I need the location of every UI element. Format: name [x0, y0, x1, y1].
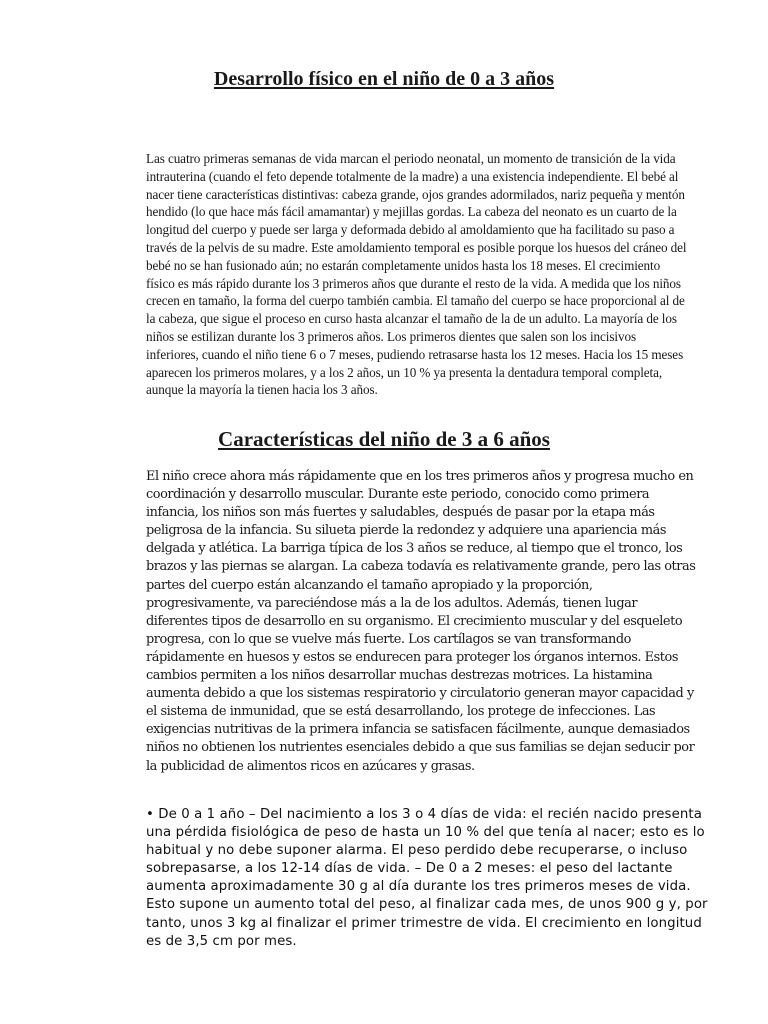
- paragraph-early-childhood: El niño crece ahora más rápidamente que en los tres primeros años y progresa mucho en coordinación y desarrollo muscular. Durante este periodo, conocido como primera infancia, los niños son más fuertes y saludables, después de pasar por la etapa más peligrosa de la infancia. Su silueta pierde la redondez y adquiere una apariencia más delgada y atlética. La barriga típica de los 3 años se reduce, al tiempo que el tronco, los brazos y las piernas se alargan. La cabeza todavía es relativamente grande, pero las otras partes del cuerpo están alcanzando el tamaño apropiado y la proporción, progresivamente, va pareciéndose más a la de los adultos. Además, tienen lugar diferentes tipos de desarrollo en su organismo. El crecimiento muscular y del esqueleto progresa, con lo que se vuelve más fuerte. Los cartílagos se van transformando rápidamente en huesos y estos se endurecen para proteger los órganos internos. Estos cambios permiten a los niños desarrollar muchas destrezas motrices. La histamina aumenta debido a que los sistemas respiratorio y circulatorio generan mayor capacidad y el sistema de inmunidad, que se está desarrollando, los protege de infecciones. Las exigencias nutritivas de la primera infancia se satisfacen fácilmente, aunque demasiados niños no obtienen los nutrientes esenciales debido a que sus familias se dejan seducir por la publicidad de alimentos ricos en azúcares y grasas.: [146, 469, 696, 774]
- paragraph-neonatal-development: Las cuatro primeras semanas de vida marcan el periodo neonatal, un momento de transición de la vida intrauterina (cuando el feto depende totalmente de la madre) a una existencia independiente. El bebé al nacer tiene características distintivas: cabeza grande, ojos grandes adormilados, nariz pequeña y mentón hendido (lo que hace más fácil amamantar) y mejillas gordas. La cabeza del neonato es un cuarto de la longitud del cuerpo y puede ser larga y deformada debido al amoldamiento que ha facilitado su paso a través de la pelvis de su madre. Este amoldamiento temporal es posible porque los huesos del cráneo del bebé no se han fusionado aún; no estarán completamente unidos hasta los 18 meses. El crecimiento físico es más rápido durante los 3 primeros años que durante el resto de la vida. A medida que los niños crecen en tamaño, la forma del cuerpo también cambia. El tamaño del cuerpo se hace proporcional al de la cabeza, que sigue el proceso en curso hasta alcanzar el tamaño de la de un adulto. La mayoría de los niños se estilizan durante los 3 primeros años. Los primeros dientes que salen son los incisivos inferiores, cuando el niño tiene 6 o 7 meses, pudiendo retrasarse hasta los 12 meses. Hacia los 15 meses aparecen los primeros molares, y a los 2 años, un 10 % ya presenta la dentadura temporal completa, aunque la mayoría la tienen hacia los 3 años.: [146, 151, 687, 398]
- paragraph-weight-growth-bullet: • De 0 a 1 año – Del nacimiento a los 3 o 4 días de vida: el recién nacido presenta una pérdida fisiológica de peso de hasta un 10 % del que tenía al nacer; esto es lo habitual y no debe suponer alarma. El peso perdido debe recuperarse, o incluso sobrepasarse, a los 12-14 días de vida. – De 0 a 2 meses: el peso del lactante aumenta aproximadamente 30 g al día durante los tres primeros meses de vida. Esto supone un aumento total del peso, al finalizar cada mes, de unos 900 g y, por tanto, unos 3 kg al finalizar el primer trimestre de vida. El crecimiento en longitud es de 3,5 cm por mes.: [146, 807, 708, 949]
- section-title-3-6-years: Características del niño de 3 a 6 años: [218, 427, 550, 451]
- section-title-0-3-years: Desarrollo físico en el niño de 0 a 3 años: [213, 68, 555, 90]
